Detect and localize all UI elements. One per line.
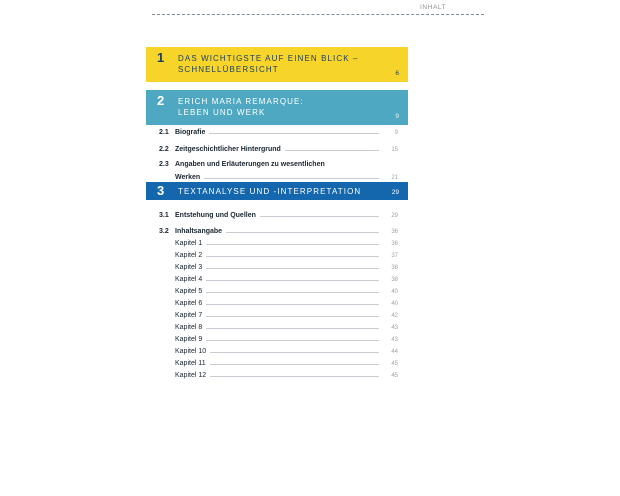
dot-leader (206, 256, 379, 257)
dot-leader (206, 328, 379, 329)
section-page: 15 (391, 147, 398, 153)
toc-entry-kapitel[interactable] (146, 368, 398, 379)
section-title: Inhaltsangabe (175, 228, 223, 235)
section-title: Entstehung und Quellen (175, 212, 256, 219)
kapitel-page: 45 (391, 361, 398, 367)
kapitel-page: 42 (391, 313, 398, 319)
dot-leader (209, 133, 379, 134)
section-title-continued: Werken (175, 174, 201, 181)
toc-entry-kapitel[interactable] (146, 248, 398, 259)
section-title: Angaben und Erläuterungen zu wesentlichen (175, 161, 325, 168)
dot-leader (206, 304, 379, 305)
section-page: 29 (391, 213, 398, 219)
dot-leader (210, 364, 379, 365)
kapitel-title: Kapitel 3 (175, 264, 203, 271)
kapitel-title: Kapitel 4 (175, 276, 203, 283)
kapitel-title: Kapitel 7 (175, 312, 203, 319)
toc-entry-kapitel[interactable] (146, 260, 398, 271)
kapitel-title: Kapitel 12 (175, 372, 207, 379)
section-title: Biografie (175, 129, 206, 136)
kapitel-title: Kapitel 6 (175, 300, 203, 307)
chapter-title-line: TEXTANALYSE UND -INTERPRETATION (178, 187, 362, 196)
chapter-number: 1 (157, 50, 165, 65)
kapitel-title: Kapitel 10 (175, 348, 207, 355)
kapitel-page: 38 (391, 265, 398, 271)
section-page: 36 (391, 229, 398, 235)
dot-leader (206, 292, 379, 293)
chapter-title-line: ERICH MARIA REMARQUE: (178, 97, 304, 106)
dot-leader (206, 280, 379, 281)
toc-entry-2-2[interactable] (146, 142, 398, 153)
chapter-number: 2 (157, 93, 165, 108)
dot-leader (226, 232, 379, 233)
chapter-number: 3 (157, 183, 165, 198)
header-label: INHALT (420, 4, 447, 11)
toc-entry-2-3-line1[interactable] (159, 161, 325, 168)
kapitel-title: Kapitel 5 (175, 288, 203, 295)
chapter-page: 9 (395, 113, 399, 120)
chapter-title-line: SCHNELLÜBERSICHT (178, 65, 279, 74)
toc-entry-kapitel[interactable] (146, 236, 398, 247)
toc-entry-kapitel[interactable] (146, 296, 398, 307)
kapitel-title: Kapitel 8 (175, 324, 203, 331)
dot-leader (206, 340, 379, 341)
chapter-1-heading[interactable] (146, 47, 408, 82)
section-number: 2.3 (159, 161, 169, 168)
kapitel-page: 43 (391, 325, 398, 331)
dot-leader (206, 268, 379, 269)
chapter-2-entries (146, 125, 408, 182)
kapitel-title: Kapitel 1 (175, 240, 203, 247)
section-page: 9 (394, 130, 398, 136)
kapitel-page: 44 (391, 349, 398, 355)
dot-leader (210, 376, 379, 377)
section-number: 2.2 (159, 146, 169, 153)
section-page: 21 (391, 175, 398, 181)
toc-entry-kapitel[interactable] (146, 356, 398, 367)
toc-entry-kapitel[interactable] (146, 272, 398, 283)
toc-entry-2-3[interactable] (146, 170, 398, 181)
kapitel-title: Kapitel 2 (175, 252, 203, 259)
toc-entry-kapitel[interactable] (146, 332, 398, 343)
toc-entry-kapitel[interactable] (146, 284, 398, 295)
chapter-title-line: LEBEN UND WERK (178, 108, 266, 117)
toc-entry-2-1[interactable] (146, 125, 398, 136)
kapitel-page: 40 (391, 301, 398, 307)
dot-leader (204, 178, 379, 179)
chapter-2-heading[interactable] (146, 90, 408, 125)
dot-leader (210, 352, 379, 353)
kapitel-page: 43 (391, 337, 398, 343)
dot-leader (260, 216, 379, 217)
chapter-3-entries (146, 200, 408, 380)
section-number: 3.1 (159, 212, 169, 219)
kapitel-page: 45 (391, 373, 398, 379)
toc-entry-kapitel[interactable] (146, 320, 398, 331)
toc-entry-3-1[interactable] (146, 208, 398, 219)
kapitel-page: 40 (391, 289, 398, 295)
section-title: Zeitgeschichtlicher Hintergrund (175, 146, 281, 153)
kapitel-title: Kapitel 11 (175, 360, 206, 367)
dot-leader (206, 244, 379, 245)
section-number: 3.2 (159, 228, 169, 235)
dot-leader (285, 150, 379, 151)
kapitel-page: 37 (391, 253, 398, 259)
header-divider (152, 14, 484, 15)
chapter-title-line: DAS WICHTIGSTE AUF EINEN BLICK – (178, 54, 359, 63)
chapter-page: 29 (391, 189, 399, 196)
chapter-3-heading[interactable] (146, 182, 408, 200)
kapitel-title: Kapitel 9 (175, 336, 203, 343)
chapter-page: 6 (395, 70, 399, 77)
table-of-contents (146, 47, 408, 380)
toc-entry-kapitel[interactable] (146, 308, 398, 319)
kapitel-page: 36 (391, 241, 398, 247)
section-number: 2.1 (159, 129, 169, 136)
kapitel-page: 38 (391, 277, 398, 283)
dot-leader (206, 316, 379, 317)
toc-entry-kapitel[interactable] (146, 344, 398, 355)
toc-entry-3-2[interactable] (146, 224, 398, 235)
